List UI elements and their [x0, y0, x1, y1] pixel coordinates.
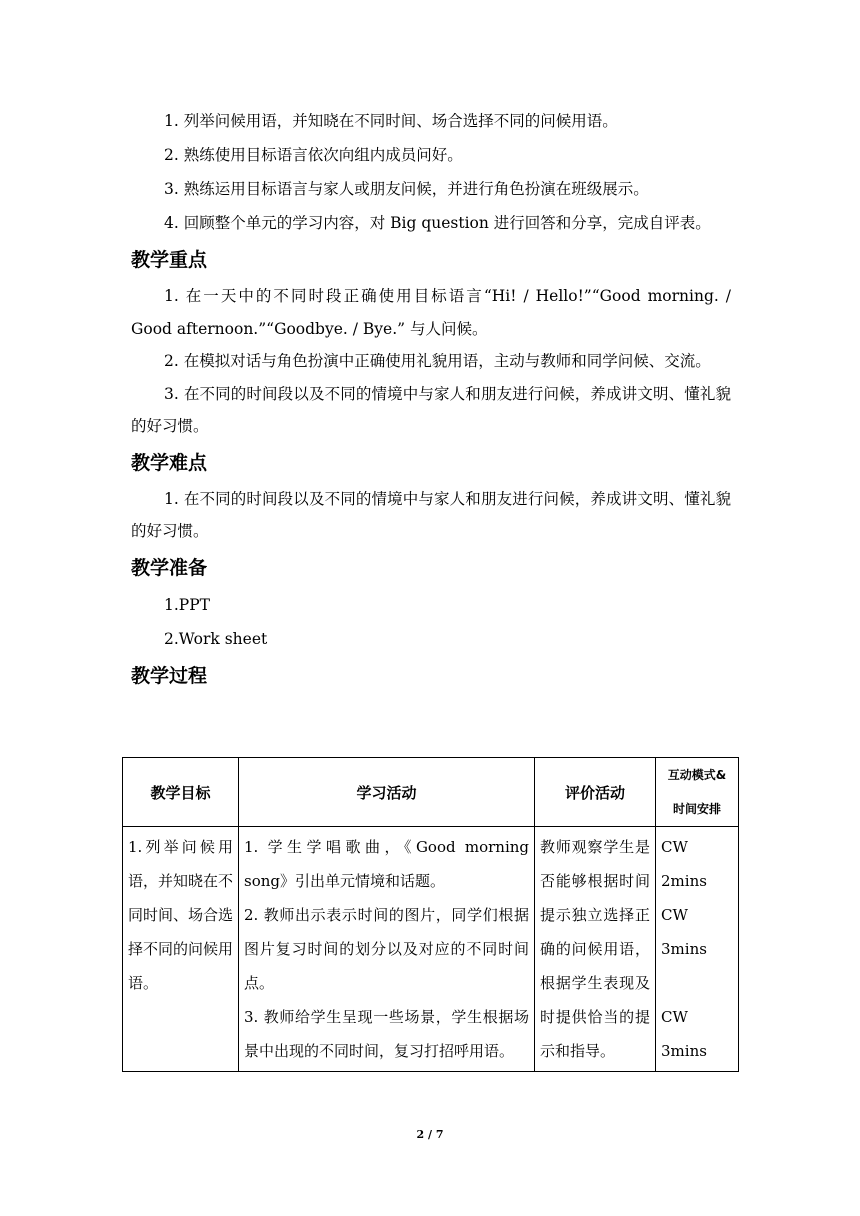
key-point-item: 2. 在模拟对话与角色扮演中正确使用礼貌用语，主动与教师和同学问候、交流。 [164, 352, 711, 370]
time-duration: 2mins [661, 872, 707, 890]
teaching-process-table [122, 757, 739, 1072]
preparation-item: 2.Work sheet [164, 629, 268, 648]
difficulty-item: 1. 在不同的时间段以及不同的情境中与家人和朋友进行问候，养成讲文明、懂礼貌的好习惯。 [131, 489, 731, 540]
header-evaluation: 评价活动 [535, 758, 656, 827]
objective-item: 1. 列举问候用语，并知晓在不同时间、场合选择不同的问候用语。 [164, 112, 618, 130]
interaction-mode: CW [661, 838, 688, 856]
table-row [123, 827, 739, 1072]
time-duration: 3mins [661, 1042, 707, 1060]
header-interaction-timing [656, 758, 739, 827]
header-learning-activities: 学习活动 [239, 758, 535, 827]
section-heading-process: 教学过程 [131, 664, 208, 687]
header-teaching-goal: 教学目标 [123, 758, 239, 827]
time-duration: 3mins [661, 940, 707, 958]
page-number: 2 / 7 [416, 1128, 444, 1141]
objective-item: 2. 熟练使用目标语言依次向组内成员问好。 [164, 146, 463, 164]
objective-item: 4. 回顾整个单元的学习内容，对 Big question 进行回答和分享，完成自评表。 [164, 214, 711, 232]
cell-timing [656, 827, 739, 1072]
interaction-mode: CW [661, 906, 688, 924]
key-point-item: 1. 在一天中的不同时段正确使用目标语言“Hi! / Hello!”“Good morning. / Good afternoon.”“Goodbye. / Bye.” 与人问候。 [131, 287, 731, 338]
section-heading-key-points: 教学重点 [131, 249, 208, 271]
section-heading-difficulties: 教学难点 [131, 451, 208, 474]
activity-item: 3. 教师给学生呈现一些场景，学生根据场景中出现的不同时间，复习打招呼用语。 [244, 1008, 529, 1060]
activity-item: 2. 教师出示表示时间的图片，同学们根据图片复习时间的划分以及对应的不同时间点。 [244, 906, 529, 992]
header-interaction-mode: 互动模式& [667, 768, 727, 782]
cell-evaluation: 教师观察学生是否能够根据时间提示独立选择正确的问候用语，根据学生表现及时提供恰当的提示和指导。 [535, 827, 656, 1072]
timing-spacer [661, 966, 733, 1000]
table-header-row [123, 758, 739, 827]
preparation-item: 1.PPT [164, 595, 210, 614]
section-heading-preparation: 教学准备 [131, 556, 208, 579]
cell-goal: 1.列举问候用语，并知晓在不同时间、场合选择不同的问候用语。 [123, 827, 239, 1072]
key-point-item: 3. 在不同的时间段以及不同的情境中与家人和朋友进行问候，养成讲文明、懂礼貌的好习惯。 [131, 384, 731, 435]
interaction-mode: CW [661, 1008, 688, 1026]
document-content [131, 104, 731, 696]
objective-item: 3. 熟练运用目标语言与家人或朋友问候，并进行角色扮演在班级展示。 [164, 180, 649, 198]
cell-activities [239, 827, 535, 1072]
activity-item: 1. 学生学唱歌曲，《Good morning song》引出单元情境和话题。 [244, 838, 529, 890]
header-time-schedule: 时间安排 [672, 802, 721, 816]
